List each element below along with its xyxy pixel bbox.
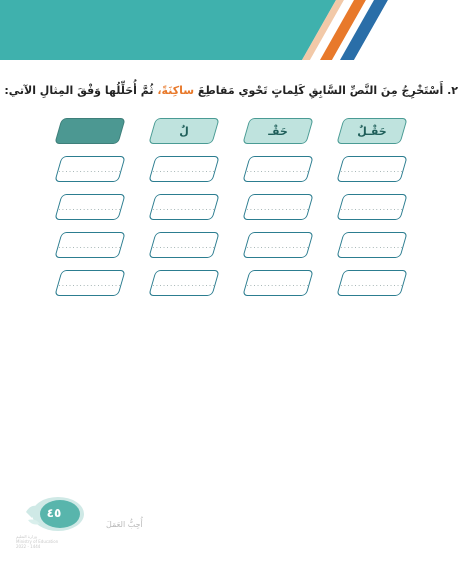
answer-box[interactable] [242,232,313,258]
answer-placeholder: .................. [340,202,404,212]
answer-placeholder: .................. [340,278,404,288]
answer-box[interactable] [242,194,313,220]
question-text-before: أَسْتَخْرِجُ مِنَ النَّصِّ السَّابِقِ كَلِماتٍ تَحْوي مَقاطِعَ [197,84,444,97]
answer-box[interactable] [336,270,407,296]
answer-placeholder: .................. [58,278,122,288]
answer-placeholder: .................. [246,240,310,250]
answer-box[interactable] [148,270,219,296]
example-empty [59,119,121,143]
example-syllable-1-box [242,118,313,144]
answer-placeholder: .................. [340,164,404,174]
answer-box[interactable] [54,232,125,258]
logo-caption-line2: Ministry of Education [16,539,59,544]
answer-box[interactable] [54,270,125,296]
answer-placeholder: .................. [340,240,404,250]
question-text-after: ثُمَّ أُحَلِّلُها وَفْقَ المِثالِ الآتي: [4,84,154,97]
answer-box[interactable] [242,156,313,182]
answer-box[interactable] [242,270,313,296]
question-number: ٢. [447,84,458,97]
example-syllable-1: حَقْـ [268,124,288,138]
question-prompt [4,84,458,97]
logo-caption-line3: 2022 - 1444 [16,544,41,549]
answer-box[interactable] [54,194,125,220]
answer-placeholder: .................. [152,202,216,212]
answer-placeholder: .................. [58,164,122,174]
answer-placeholder: .................. [152,164,216,174]
example-word: حَقْـلٌ [357,124,387,138]
answer-placeholder: .................. [152,278,216,288]
question-highlight: ساكِنَةً، [157,84,195,97]
answer-box[interactable] [336,232,407,258]
example-word-box [336,118,407,144]
answer-placeholder: .................. [58,202,122,212]
example-empty-box [54,118,125,144]
answer-box[interactable] [54,156,125,182]
answer-placeholder: .................. [246,164,310,174]
page-number: ٤٥ [46,506,62,520]
logo-caption [16,534,96,549]
answer-placeholder: .................. [246,278,310,288]
book-title: أُحِبُّ العَمَلَ [106,520,143,529]
answer-box[interactable] [336,156,407,182]
example-syllable-2: لٌ [179,124,189,138]
example-syllable-2-box [148,118,219,144]
answer-box[interactable] [148,156,219,182]
logo-caption-line1: وزارة التعليم [16,534,37,539]
answer-placeholder: .................. [58,240,122,250]
header-teal-band [0,0,336,60]
answer-box[interactable] [148,232,219,258]
answer-box[interactable] [148,194,219,220]
header-banner [0,0,474,60]
header-stripes-graphic [0,0,474,60]
answer-box[interactable] [336,194,407,220]
answer-placeholder: .................. [246,202,310,212]
answer-placeholder: .................. [152,240,216,250]
